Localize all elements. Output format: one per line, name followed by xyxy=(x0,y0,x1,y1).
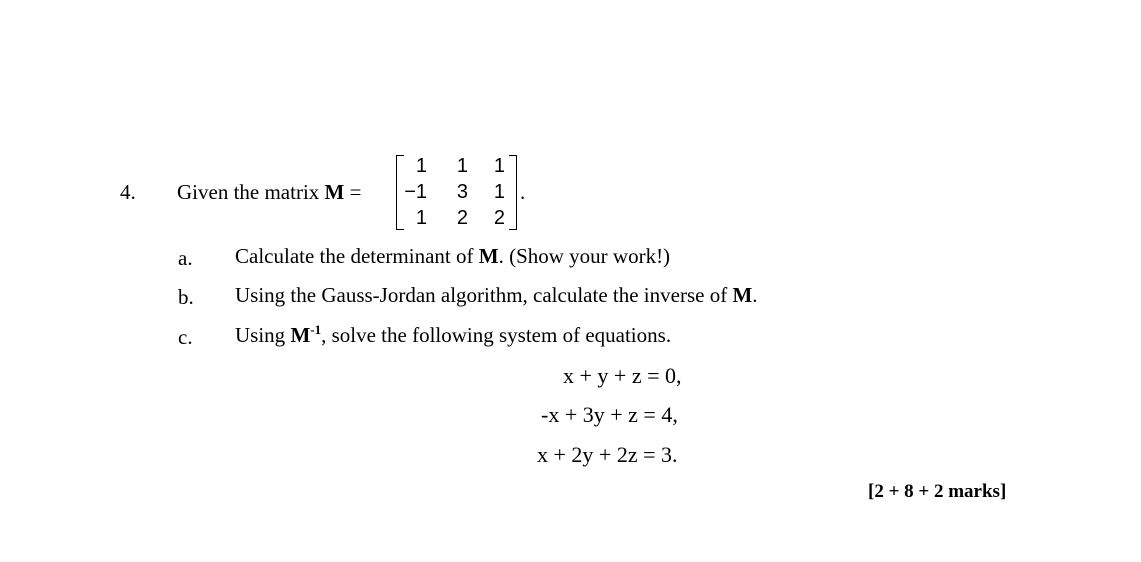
part-a-label: a. xyxy=(178,246,193,270)
matrix-m xyxy=(396,153,517,231)
equals-sign: = xyxy=(344,180,362,204)
question-prefix: Given the matrix xyxy=(177,180,325,204)
matrix-cell: 1 xyxy=(456,155,468,177)
part-c-label: c. xyxy=(178,325,193,349)
question-text xyxy=(177,180,361,205)
matrix-right-bracket xyxy=(509,155,517,230)
part-c-text-after: , solve the following system of equations. xyxy=(321,323,672,347)
part-b-text xyxy=(235,283,758,308)
matrix-cell: 1 xyxy=(493,181,505,203)
part-c-bold: M xyxy=(290,323,311,347)
equation-1: x + y + z = 0, xyxy=(563,363,682,388)
part-a-bold: M xyxy=(478,244,499,268)
equation-2: -x + 3y + z = 4, xyxy=(541,402,678,427)
equation-3: x + 2y + 2z = 3. xyxy=(537,442,678,467)
matrix-cell: 1 xyxy=(415,207,427,229)
part-b-text-before: Using the Gauss-Jordan algorithm, calculate the inverse of xyxy=(235,283,733,307)
matrix-cell: 1 xyxy=(493,155,505,177)
part-a-text-before: Calculate the determinant of xyxy=(235,244,479,268)
part-c-text-before: Using xyxy=(235,323,291,347)
matrix-cell: 1 xyxy=(415,155,427,177)
part-a-text xyxy=(235,244,670,269)
part-b-label: b. xyxy=(178,285,194,309)
part-b-text-after: . xyxy=(752,283,758,307)
matrix-cell: 2 xyxy=(456,207,468,229)
question-number: 4. xyxy=(120,180,136,204)
matrix-cell: 3 xyxy=(456,181,468,203)
matrix-symbol: M xyxy=(324,180,345,204)
matrix-period: . xyxy=(520,180,526,204)
part-c-text xyxy=(235,322,671,348)
part-a-text-after: . (Show your work!) xyxy=(498,244,671,268)
part-b-bold: M xyxy=(732,283,753,307)
part-c-superscript: -1 xyxy=(310,322,322,337)
matrix-cell: −1 xyxy=(404,181,427,203)
marks-allocation: [2 + 8 + 2 marks] xyxy=(868,481,1007,502)
matrix-cell: 2 xyxy=(493,207,505,229)
